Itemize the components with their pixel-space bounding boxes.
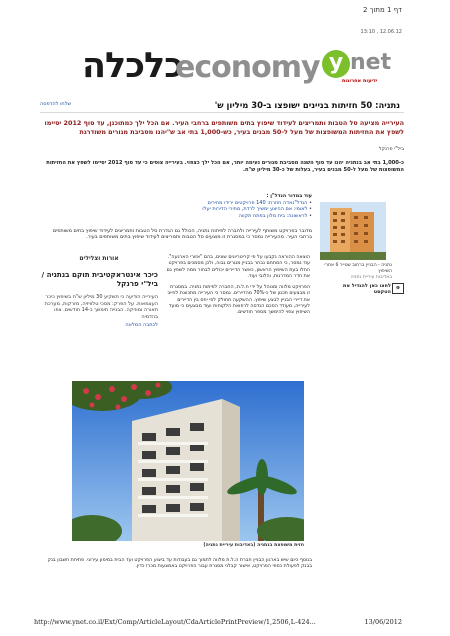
- footer-url: http://www.ynet.co.il/Ext/Comp/ArticleLayout/CdaArticlePrintPreview/1,2506,L-424...: [34, 618, 316, 626]
- enlarge-gallery-button[interactable]: [324, 283, 404, 295]
- related-item[interactable]: • לאומי: אם ההיצע ימשיך לרדת, מחירי הדירות יעלו: [202, 206, 312, 213]
- related-articles: [112, 193, 312, 219]
- promo-box: [40, 255, 158, 328]
- promo-read-more-link[interactable]: לכתבה המלאה: [125, 322, 158, 328]
- lead-paragraph: כ-1,000 בתי אב בנתניה יהנו עד סוף השנה מסביבת מגורים נעימה יותר, אם הכל ילך כצפוי. בעירייה צופים כי עד סוף 2012 יסיימו לשפץ את החזיתות המשופצות של מעל ל-50 מבנים בעיר, בעלות של כ-30 מיליון ש"ח.: [46, 160, 404, 173]
- side-photo-credit: באדיבות עיריית נתניה: [350, 274, 392, 280]
- article-author: ביל"י פרנקל: [378, 147, 404, 152]
- related-title: עוד במדור הנדל"ן :: [266, 193, 312, 199]
- section-name-english: economy: [175, 50, 320, 85]
- ynet-logo-net: net: [350, 50, 392, 75]
- body-column: [166, 255, 310, 317]
- page-number: דף 1 מתוך 2: [363, 6, 402, 14]
- article-headline: נתניה: 50 חזיתות בניינים ישופצו ב-30 מיליון ש': [214, 100, 400, 110]
- body-paragraph: הפרויקט מלווה ומנוהל על ידי ח.ל.ת, החברה לפיתוח נתניה. במסגרת זו מבצעים תכנון של כ-70% מהדיירים. נמסר כי העירייה מתכוונת לחייב את דיירי הבניין לבצע שיפוץ. ההשקעה תחולק לפי יחס בין הדיירים לעירייה, מעודד הסכם הנדסה לרפואת הלקוחות ועוד מבצעים כי מועד השיפוץ צפוי להימשך מספר חודשים.: [167, 285, 310, 316]
- photo-caption: חזית משופצת בנתניה (באדיבות עיריית נתניה): [203, 543, 304, 548]
- masthead: [82, 46, 402, 90]
- ynet-logo-y: y: [322, 50, 350, 78]
- footer-date: 13/06/2012: [364, 618, 402, 626]
- magnify-icon: ⊕: [392, 283, 404, 294]
- ynet-logo-subtitle: ידיעות אחרונות: [342, 78, 378, 84]
- bottom-paragraph: בנוסף כיום שיש בארגון הבניין חברת ה.ל.ת מלווה לתמוך גם בעבודות עד ביצוע הפרויקט ועד הבית במימון עירוני. פתיחת חשבון בנק בבנק לפעולת כספי הפרויקט, אישור קבלני מסגרת עבור הפרויקט באמצעות מכרז כדין.: [47, 558, 312, 570]
- article-subhead: העירייה מציעה סל הטבות ותמריצים לעידוד שיפוץ בתים משותפים ברחבי העיר. אם הכל ילך כמתוכנן, עד סוף 2012 יסיימו לשפץ את החזיתות המשופצות של מעל ל-50 מבנים בעיר, כש-1,000 בתי אב ש"יהנו מסביבת מגורים משודרגת: [44, 119, 404, 136]
- divider: [40, 112, 404, 113]
- related-item[interactable]: • לראשונה: בית מלון בפתח תקווה: [238, 212, 312, 219]
- ynet-logo: [320, 46, 402, 90]
- related-item[interactable]: • הנדל"נאדה חוזרת: 140 פרויקטים ירידו מחירים: [207, 199, 312, 206]
- building-photo: [72, 381, 304, 541]
- print-timestamp: 13:10 , 12.06.12: [360, 29, 402, 35]
- promo-body: העירייה הודיעה כי תשקיע 30 מיליון ש"ח בשיפוץ כיכר העצמאות. על הפרק: מסכי טלוויזיה, מזרקות, מערכת תאורה ומוזיקה. הבנייה תימשך כ-14 חודשים. צפו בהדמיה: [44, 294, 158, 320]
- body-paragraph: הוצאה ההוראה נקבעו על פי קריטריונים שונים, בהם "אזורי הארגעה". עוד נמסר, כי המתחם נבחר בבניין מגורים גבוה, ולכן מסמכים בפרויקט החלו בעת השיפוץ הראשון, כאשר הדיירים יכולים לבחור ממה לשפץ גם את חדר המדרגות, והלובי ועוד.: [166, 255, 310, 279]
- promo-title[interactable]: כיכר אינטראקטיבית תוקם בנתניה / ביל"י פרנקל: [41, 270, 158, 288]
- send-to-print-link[interactable]: שלחו להדפסה: [40, 101, 72, 107]
- side-building-photo: [320, 202, 386, 260]
- side-photo-caption-text: נתניה - הבניין ברחוב שטייר 6 אחרי השיפוץ: [324, 263, 392, 274]
- mid-paragraph: מדובר בפרויקט משותף לעירייה ולחברה לפיתוח נתניה, הכולל גם הגדרת סל הטבות ותמריצים לעידוד שיפוץ בתים משותפים ברחבי העיר. מהעירייה נמסר כי במסגרת זו מוצעים סל הטבות ותמריצים לעידוד שיפוץ בתים משותפים בעיר.: [52, 228, 312, 241]
- side-photo-caption: [316, 263, 392, 280]
- enlarge-gallery-label: לחצו כאן להגדיל את הטקסט: [342, 283, 391, 295]
- section-name-hebrew: כלכלה: [82, 46, 184, 86]
- promo-kicker: אורות וצלילים: [79, 255, 119, 262]
